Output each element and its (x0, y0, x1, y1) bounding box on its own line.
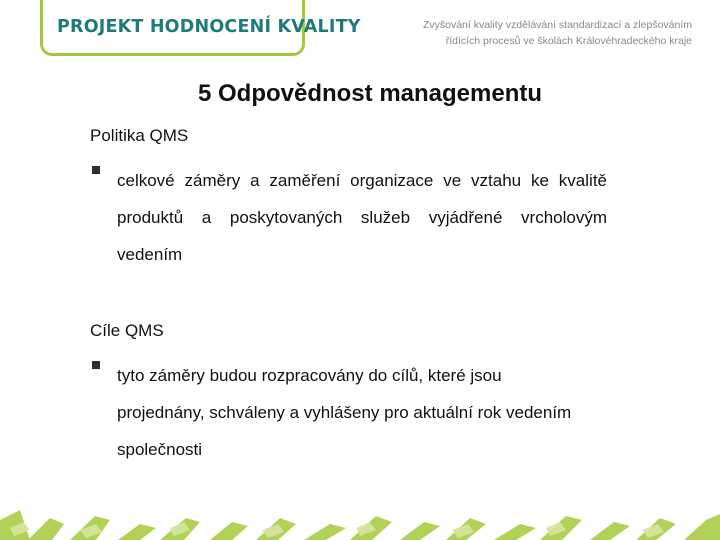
slide-title: 5 Odpovědnost managementu (197, 80, 543, 107)
bullet-item-cile (90, 357, 610, 468)
tagline-line-2: řídících procesů ve školách Královéhradeckého kraje (445, 35, 692, 47)
tagline-line-1: Zvyšování kvality vzdělávání standardizací a zlepšováním (422, 19, 692, 31)
decorative-footer-pattern (0, 480, 720, 540)
logo-text: PROJEKT HODNOCENÍ KVALITY (57, 17, 361, 37)
bullet-text-politika: celkové záměry a zaměření organizace ve vztahu ke kvalitě produktů a poskytovaných služeb vyjádřené vrcholovým vedením (117, 171, 607, 264)
bullet-item-politika (90, 162, 610, 273)
square-bullet-icon (92, 166, 100, 174)
header-tagline (392, 17, 692, 49)
section-heading-cile: Cíle QMS (90, 321, 164, 340)
square-bullet-icon (92, 361, 100, 369)
project-logo (40, 0, 361, 56)
section-heading-politika: Politika QMS (90, 126, 189, 145)
bullet-text-cile: tyto záměry budou rozpracovány do cílů, které jsou projednány, schváleny a vyhlášeny pro aktuální rok vedením společnosti (117, 366, 572, 459)
